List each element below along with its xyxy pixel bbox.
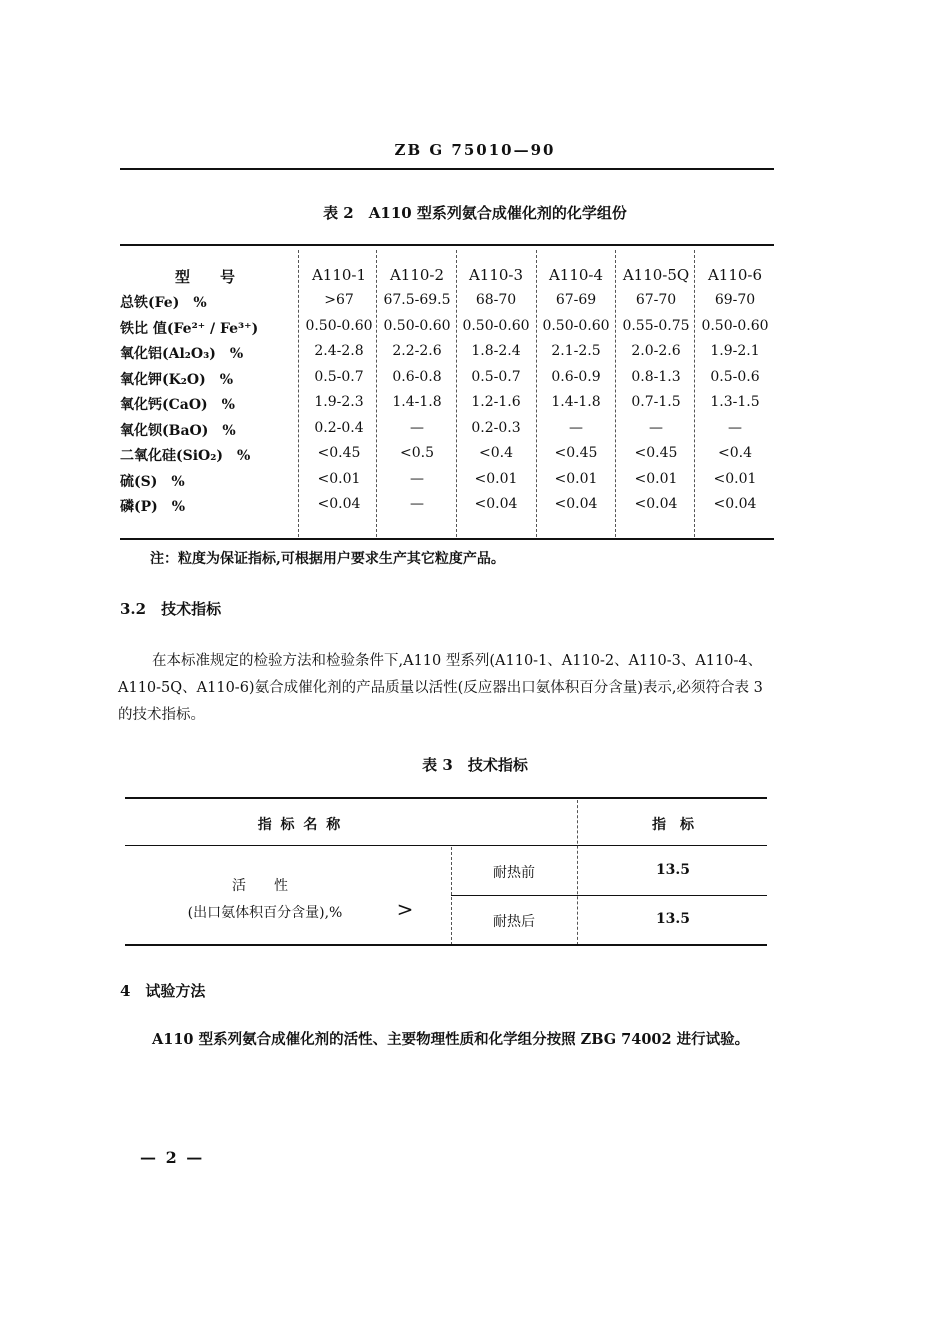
table2-cell: 0.5-0.7 <box>314 368 364 385</box>
table3-row-rule <box>451 895 767 896</box>
table2-cell: 69-70 <box>714 292 756 308</box>
header-rule <box>120 168 774 170</box>
table2-column-header: A110-4 <box>548 266 604 284</box>
table2-column-divider <box>376 250 377 537</box>
table3-header-value: 指 标 <box>652 817 694 833</box>
table2-row-label: 氧化钙(CaO) % <box>120 397 235 413</box>
table2-cell: <0.04 <box>317 496 361 512</box>
table2-cell: 67-69 <box>555 292 597 308</box>
table2-cell: 0.50-0.60 <box>701 317 769 334</box>
table2-row-label: 硫(S) % <box>120 473 185 490</box>
table2-cell: — <box>410 470 424 487</box>
table2-cell: 1.3-1.5 <box>710 394 760 410</box>
table2-cell: 1.4-1.8 <box>551 394 601 410</box>
table2-cell: 2.1-2.5 <box>551 343 601 359</box>
table2-cell: 0.8-1.3 <box>631 368 681 385</box>
section-4-heading: 4 试验方法 <box>120 982 206 1000</box>
table2-row-label: 二氧化硅(SiO₂) % <box>120 448 251 464</box>
table3-top-rule <box>125 797 767 799</box>
table2-cell: 1.9-2.3 <box>314 394 364 410</box>
table2-column-divider <box>456 250 457 537</box>
table2-cell: 67-70 <box>635 292 677 308</box>
table2-cell: — <box>410 496 424 512</box>
table2-cell: 1.4-1.8 <box>392 394 442 410</box>
table2-row-label: 氧化钡(BaO) % <box>120 422 236 439</box>
table3-value-before: 13.5 <box>655 862 691 878</box>
table2-bottom-rule <box>120 538 774 540</box>
table2-note: 注：粒度为保证指标,可根据用户要求生产其它粒度产品。 <box>150 551 505 567</box>
table3-operator: > <box>396 897 414 921</box>
page-number: — 2 — <box>140 1148 205 1167</box>
table2-cell: 0.7-1.5 <box>631 394 681 410</box>
table2-cell: <0.5 <box>400 445 434 461</box>
table2-cell: 1.2-1.6 <box>471 394 521 410</box>
table2-cell: <0.04 <box>474 496 518 512</box>
table2-cell: — <box>728 419 742 436</box>
table2-cell: <0.4 <box>479 445 513 461</box>
table2-cell: 2.2-2.6 <box>392 343 442 359</box>
table2-row-label: 磷(P) % <box>120 499 186 515</box>
table2-cell: 0.50-0.60 <box>383 317 451 334</box>
table2-caption: 表 2 A110 型系列氨合成催化剂的化学组份 <box>323 204 627 222</box>
table2-cell: 2.0-2.6 <box>631 343 681 359</box>
section-3-2-heading: 3.2 技术指标 <box>120 600 222 618</box>
section-4-paragraph: A110 型系列氨合成催化剂的活性、主要物理性质和化学组分按照 ZBG 74002 进行试验。 <box>152 1031 750 1048</box>
table2-column-header: A110-5Q <box>622 266 690 284</box>
table2-column-divider <box>615 250 616 537</box>
table2-cell: 0.2-0.3 <box>471 419 521 436</box>
table2-cell: 0.5-0.6 <box>710 368 760 385</box>
table2-cell: >67 <box>324 292 354 308</box>
table2-cell: 0.55-0.75 <box>622 317 690 334</box>
table2-cell: — <box>569 419 583 436</box>
table3-header-rule <box>125 845 767 846</box>
table2-cell: 0.5-0.7 <box>471 368 521 385</box>
table2-cell: 67.5-69.5 <box>383 292 451 308</box>
table2-cell: <0.04 <box>634 496 678 512</box>
table3-bottom-rule <box>125 944 767 946</box>
section-3-2-paragraph: 在本标准规定的检验方法和检验条件下,A110 型系列(A110-1、A110-2、A110-3、A110-4、A110-5Q、A110-6)氨合成催化剂的产品质量以活性(反应器出口氨体积百分含量)表示,必须符合表 3 的技术指标。 <box>118 653 763 723</box>
table2-cell: 1.9-2.1 <box>710 343 760 359</box>
table2-cell: <0.01 <box>554 470 598 487</box>
table2-column-divider <box>536 250 537 537</box>
table2-cell: — <box>649 419 663 436</box>
table2-header-label: 型 号 <box>175 268 236 286</box>
table2-cell: 0.6-0.8 <box>392 368 442 385</box>
table2-cell: <0.04 <box>554 496 598 512</box>
table3-caption: 表 3 技术指标 <box>422 756 528 774</box>
table2-column-header: A110-2 <box>389 266 445 284</box>
table2-cell: 0.2-0.4 <box>314 419 364 436</box>
table2-cell: <0.4 <box>718 445 752 461</box>
table2-cell: <0.01 <box>713 470 757 487</box>
table2-cell: <0.45 <box>554 445 598 461</box>
table2-top-rule <box>120 244 774 246</box>
table2-cell: 1.8-2.4 <box>471 343 521 359</box>
table2-cell: <0.01 <box>317 470 361 487</box>
table2-column-divider <box>694 250 695 537</box>
table2-cell: <0.01 <box>634 470 678 487</box>
table2-cell: <0.04 <box>713 496 757 512</box>
table3-value-after: 13.5 <box>655 911 691 927</box>
table2-cell: 2.4-2.8 <box>314 343 364 359</box>
table2-row-label: 氧化钾(K₂O) % <box>120 371 234 388</box>
table3-header-name: 指 标 名 称 <box>257 817 343 833</box>
table3-condition-after: 耐热后 <box>493 914 535 930</box>
table2-cell: 68-70 <box>475 292 517 308</box>
table3-item-desc: (出口氨体积百分含量),% <box>187 905 343 921</box>
table2-cell: <0.45 <box>317 445 361 461</box>
table2-column-header: A110-1 <box>311 266 367 284</box>
table2-cell: 0.50-0.60 <box>542 317 610 334</box>
table2-row-label: 总铁(Fe) % <box>120 295 207 311</box>
table3-condition-before: 耐热前 <box>493 865 535 881</box>
standard-code: ZB G 75010—90 <box>394 141 556 159</box>
table2-cell: 0.6-0.9 <box>551 368 601 385</box>
table2-cell: — <box>410 419 424 436</box>
table2-column-divider <box>298 250 299 537</box>
table2-cell: <0.45 <box>634 445 678 461</box>
table2-row-label: 铁比 值(Fe²⁺ / Fe³⁺) <box>120 320 259 337</box>
table2-cell: 0.50-0.60 <box>462 317 530 334</box>
table2-cell: <0.01 <box>474 470 518 487</box>
table2-row-label: 氧化铝(Al₂O₃) % <box>120 346 244 362</box>
table2-cell: 0.50-0.60 <box>305 317 373 334</box>
table2-column-header: A110-6 <box>707 266 763 284</box>
table3-item-name: 活 性 <box>232 878 288 894</box>
table2-column-header: A110-3 <box>468 266 524 284</box>
